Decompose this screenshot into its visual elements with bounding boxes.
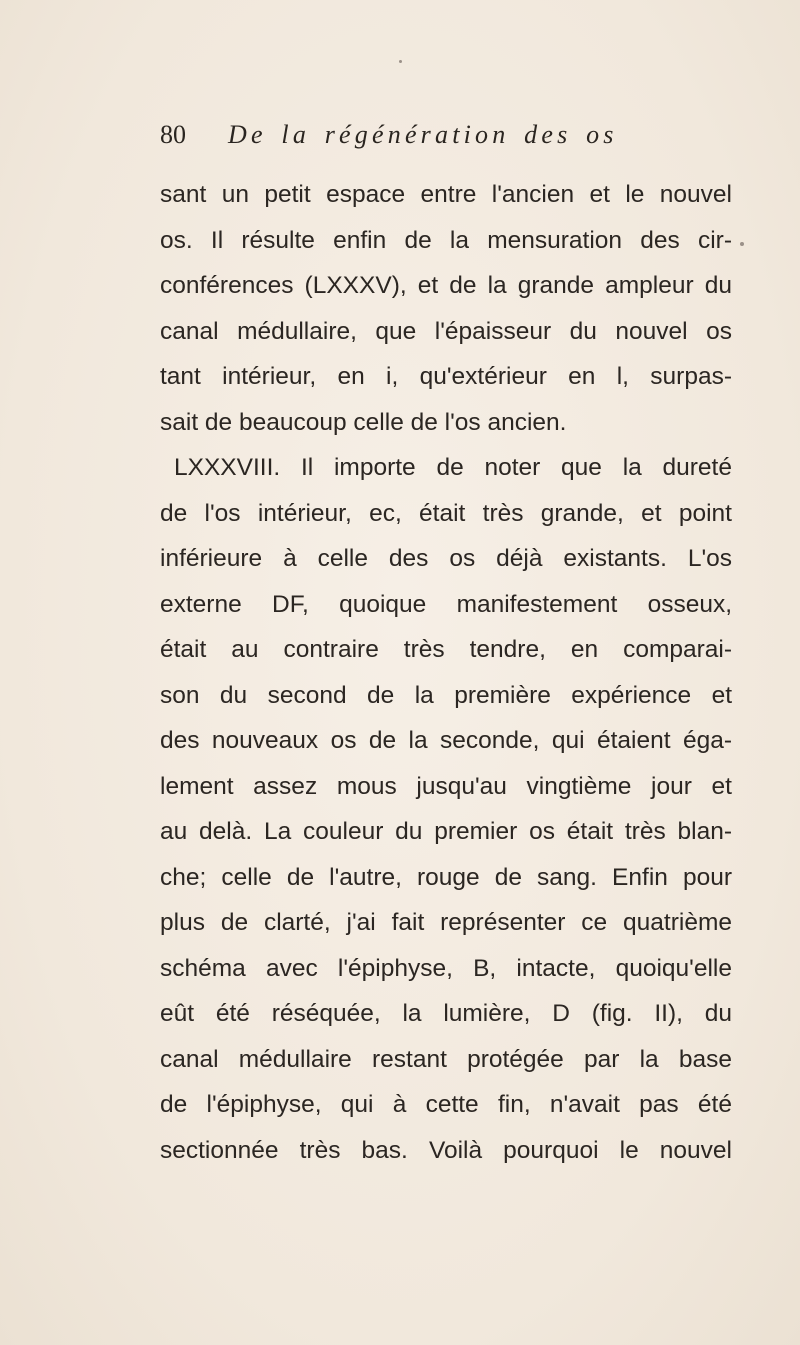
text-line: os. Il résulte enfin de la mensuration des cir- — [160, 226, 732, 254]
text-line: che; celle de l'autre, rouge de sang. Enfin pour — [160, 863, 732, 891]
text-line: schéma avec l'épiphyse, B, intacte, quoiqu'elle — [160, 954, 732, 982]
text-line: de l'épiphyse, qui à cette fin, n'avait pas été — [160, 1091, 732, 1118]
body-text — [160, 172, 732, 1173]
running-title: De la régénération des os — [228, 120, 618, 149]
paragraph-1 — [160, 172, 732, 445]
text-line: eût été réséquée, la lumière, D (fig. II), du — [160, 1000, 732, 1027]
text-line: externe DF, quoique manifestement osseux, — [160, 590, 732, 618]
text-line: des nouveaux os de la seconde, qui étaient éga- — [160, 727, 732, 754]
text-line: au delà. La couleur du premier os était très blan- — [160, 818, 732, 845]
page-number: 80 — [160, 120, 186, 149]
paragraph-2 — [160, 445, 732, 1173]
margin-mark — [740, 242, 744, 246]
text-line: inférieure à celle des os déjà existants. L'os — [160, 545, 732, 572]
text-line: était au contraire très tendre, en comparai- — [160, 636, 732, 663]
text-line: lement assez mous jusqu'au vingtième jour et — [160, 772, 732, 800]
text-line: tant intérieur, en i, qu'extérieur en l, surpas- — [160, 363, 732, 390]
text-line: son du second de la première expérience et — [160, 681, 732, 709]
text-line: sant un petit espace entre l'ancien et le nouvel — [160, 181, 732, 208]
book-page — [160, 118, 732, 1173]
text-line: sait de beaucoup celle de l'os ancien. — [160, 408, 567, 436]
text-line: LXXXVIII. Il importe de noter que la dureté — [174, 454, 732, 481]
text-line: sectionnée très bas. Voilà pourquoi le nouvel — [160, 1136, 732, 1164]
margin-mark — [399, 60, 402, 63]
text-line: conférences (LXXXV), et de la grande ampleur du — [160, 272, 732, 299]
text-line: canal médullaire restant protégée par la base — [160, 1045, 732, 1073]
running-head — [160, 118, 732, 162]
text-line: plus de clarté, j'ai fait représenter ce quatrième — [160, 909, 732, 936]
text-line: de l'os intérieur, ec, était très grande, et point — [160, 499, 732, 527]
text-line: canal médullaire, que l'épaisseur du nouvel os — [160, 317, 732, 345]
